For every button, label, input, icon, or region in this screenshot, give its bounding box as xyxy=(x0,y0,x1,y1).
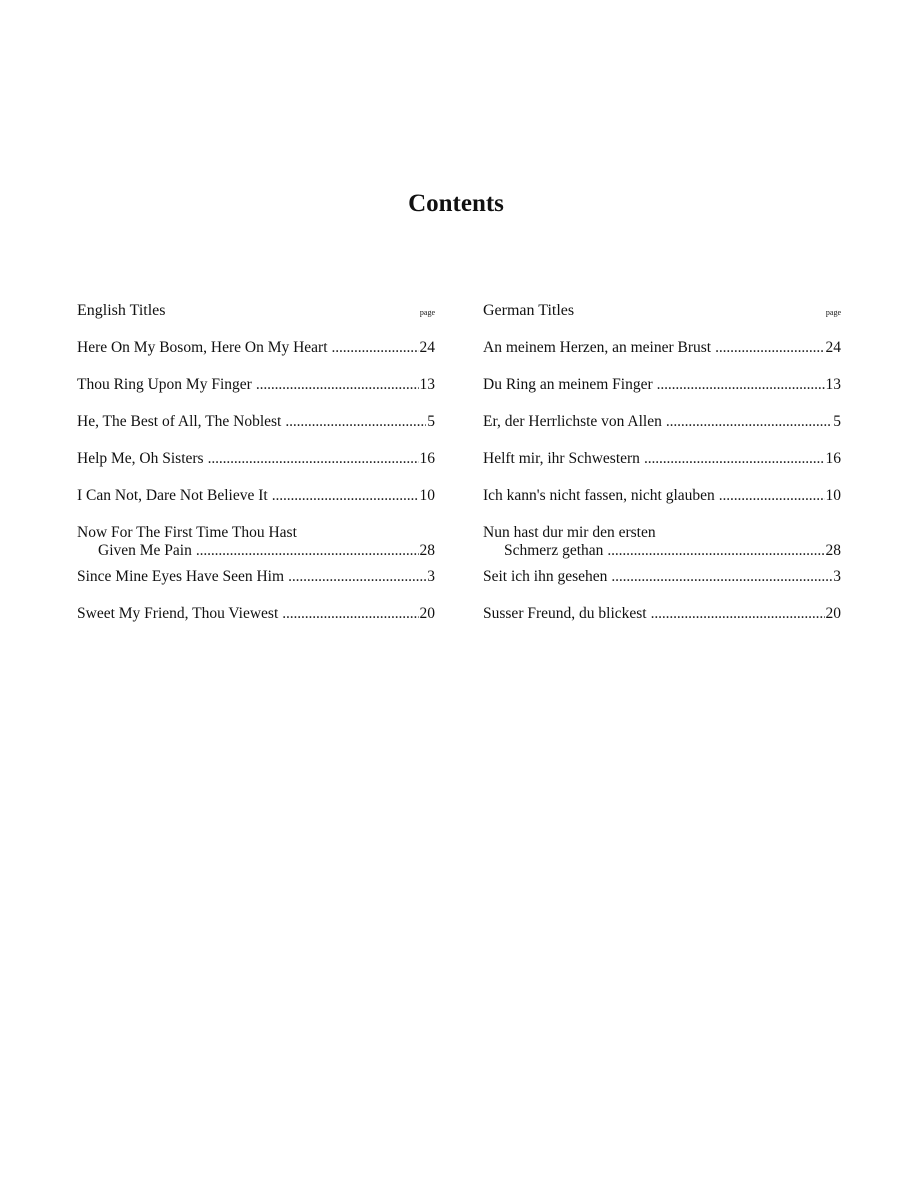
dot-leader xyxy=(288,568,426,586)
toc-entry xyxy=(77,450,435,468)
toc-entry-page-number: 13 xyxy=(825,376,841,393)
dot-leader xyxy=(282,605,418,623)
dot-leader xyxy=(285,413,426,431)
dot-leader xyxy=(719,487,825,505)
toc-entry xyxy=(483,568,841,586)
toc-entry-title: Thou Ring Upon My Finger xyxy=(77,376,252,393)
toc-entry xyxy=(483,524,841,560)
toc-entry-title: Here On My Bosom, Here On My Heart xyxy=(77,339,328,356)
dot-leader xyxy=(256,376,419,394)
toc-entry-title: Er, der Herrlichste von Allen xyxy=(483,413,662,430)
toc-entry xyxy=(77,487,435,505)
toc-entry xyxy=(77,376,435,394)
toc-entry-title: Helft mir, ihr Schwestern xyxy=(483,450,640,467)
toc-entry-title: Help Me, Oh Sisters xyxy=(77,450,204,467)
toc-entry-page-number: 3 xyxy=(427,568,435,585)
toc-entry-line xyxy=(77,339,435,357)
toc-entry-line xyxy=(77,568,435,586)
toc-entry-page-number: 16 xyxy=(419,450,435,467)
english-entry-list xyxy=(77,339,435,623)
german-column-header xyxy=(483,302,841,326)
toc-entry-title-line: Now For The First Time Thou Hast xyxy=(77,524,297,541)
dot-leader xyxy=(208,450,419,468)
toc-entry-line xyxy=(483,542,841,560)
dot-leader xyxy=(644,450,825,468)
dot-leader xyxy=(657,376,825,394)
toc-entry-title: Given Me Pain xyxy=(98,542,192,559)
toc-entry-line xyxy=(483,487,841,505)
english-page-label: page xyxy=(419,308,435,317)
toc-entry-page-number: 24 xyxy=(419,339,435,356)
toc-entry-title: Sweet My Friend, Thou Viewest xyxy=(77,605,279,622)
toc-entry-page-number: 3 xyxy=(833,568,841,585)
toc-entry-line xyxy=(483,450,841,468)
toc-entry-title: Schmerz gethan xyxy=(504,542,604,559)
toc-entry xyxy=(77,568,435,586)
german-titles-column xyxy=(483,302,841,642)
english-titles-column xyxy=(77,302,435,642)
german-page-label: page xyxy=(825,308,841,317)
toc-entry-line xyxy=(483,568,841,586)
toc-entry-line xyxy=(77,487,435,505)
toc-entry-page-number: 24 xyxy=(825,339,841,356)
dot-leader xyxy=(611,568,832,586)
dot-leader xyxy=(607,542,824,560)
toc-entry-line xyxy=(77,542,435,560)
toc-entry-title: Ich kann's nicht fassen, nicht glauben xyxy=(483,487,715,504)
toc-entry-page-number: 10 xyxy=(419,487,435,504)
toc-entry-title-line: Nun hast dur mir den ersten xyxy=(483,524,656,541)
english-column-header xyxy=(77,302,435,326)
german-heading: German Titles xyxy=(483,302,575,319)
toc-entry xyxy=(483,339,841,357)
toc-entry xyxy=(483,605,841,623)
toc-entry-line xyxy=(77,605,435,623)
toc-entry-page-number: 28 xyxy=(825,542,841,559)
toc-entry-title: Du Ring an meinem Finger xyxy=(483,376,653,393)
page-title: Contents xyxy=(408,190,504,217)
english-heading: English Titles xyxy=(77,302,166,319)
toc-entry-line xyxy=(77,450,435,468)
toc-entry-page-number: 13 xyxy=(419,376,435,393)
toc-entry-title: Susser Freund, du blickest xyxy=(483,605,647,622)
dot-leader xyxy=(715,339,824,357)
toc-entry-line xyxy=(483,413,841,431)
toc-entry-line xyxy=(77,413,435,431)
toc-entry xyxy=(77,339,435,357)
dot-leader xyxy=(196,542,419,560)
toc-entry-line xyxy=(77,376,435,394)
toc-entry-page-number: 16 xyxy=(825,450,841,467)
toc-entry-title: An meinem Herzen, an meiner Brust xyxy=(483,339,712,356)
toc-entry-page-number: 5 xyxy=(427,413,435,430)
toc-entry xyxy=(483,413,841,431)
dot-leader xyxy=(272,487,419,505)
toc-entry-line xyxy=(483,339,841,357)
toc-entry xyxy=(77,413,435,431)
toc-entry-title: Seit ich ihn gesehen xyxy=(483,568,608,585)
toc-entry-line xyxy=(483,605,841,623)
german-entry-list xyxy=(483,339,841,623)
toc-entry-page-number: 28 xyxy=(419,542,435,559)
toc-entry-page-number: 5 xyxy=(833,413,841,430)
toc-entry xyxy=(77,524,435,560)
toc-entry-page-number: 20 xyxy=(825,605,841,622)
toc-entry xyxy=(77,605,435,623)
toc-entry-title: Since Mine Eyes Have Seen Him xyxy=(77,568,285,585)
toc-entry-title: I Can Not, Dare Not Believe It xyxy=(77,487,268,504)
toc-entry xyxy=(483,487,841,505)
toc-entry-title: He, The Best of All, The Noblest xyxy=(77,413,282,430)
dot-leader xyxy=(332,339,419,357)
toc-entry xyxy=(483,450,841,468)
dot-leader xyxy=(651,605,825,623)
dot-leader xyxy=(666,413,832,431)
toc-entry-line xyxy=(483,376,841,394)
toc-entry xyxy=(483,376,841,394)
toc-entry-page-number: 10 xyxy=(825,487,841,504)
toc-entry-page-number: 20 xyxy=(419,605,435,622)
